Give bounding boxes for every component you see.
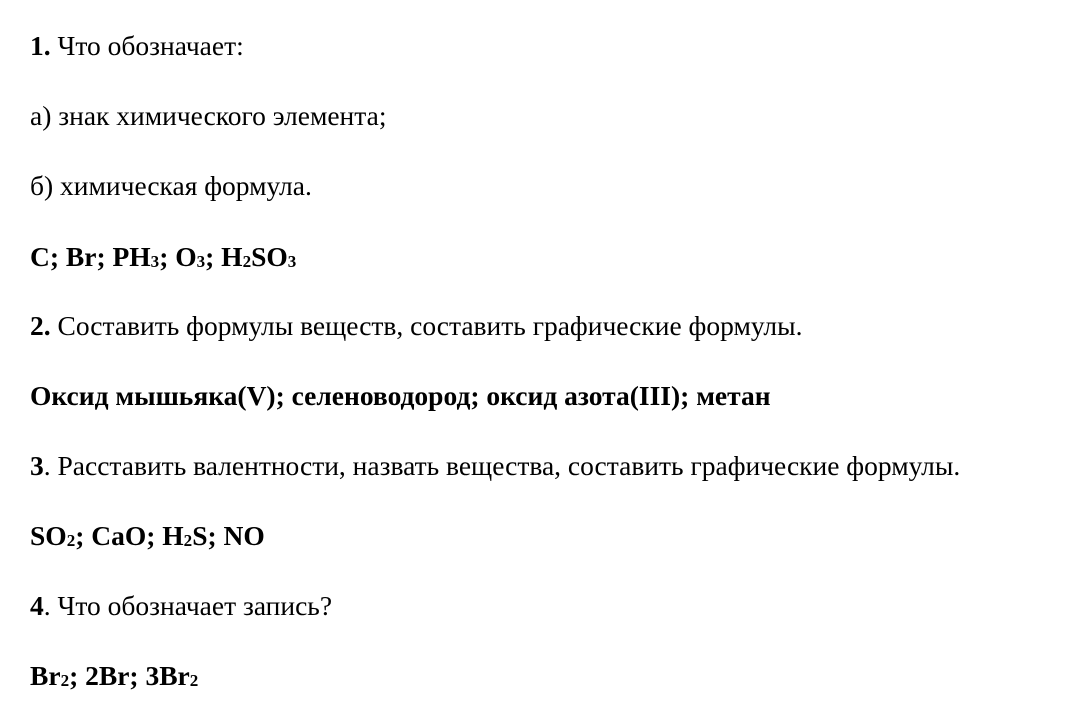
formula-subscript: 2 <box>60 671 70 691</box>
question-1-heading <box>30 30 244 62</box>
formula-text: Br <box>30 660 61 691</box>
question-1-option-b: б) химическая формула. <box>30 170 312 201</box>
question-1-text: Что обозначает: <box>50 30 244 61</box>
formula-subscript: 3 <box>196 252 206 272</box>
question-2-substances: Оксид мышьяка(V); селеноводород; оксид азота(III); метан <box>30 380 771 411</box>
formula-subscript: 2 <box>66 531 76 551</box>
formula-subscript: 2 <box>189 671 199 691</box>
formula-text: SO <box>251 241 288 272</box>
formula-text: S; NO <box>192 520 265 551</box>
formula-subscript: 2 <box>242 252 252 272</box>
question-4-formulas <box>30 660 198 692</box>
formula-text: C; Br; PH <box>30 241 151 272</box>
question-3-text: . Расставить валентности, назвать вещества, составить графические формулы. <box>43 450 961 481</box>
formula-subscript: 3 <box>150 252 160 272</box>
question-2-number: 2. <box>30 310 51 341</box>
formula-subscript: 3 <box>287 252 297 272</box>
question-3-heading <box>30 450 960 482</box>
question-4-text: . Что обозначает запись? <box>43 590 333 621</box>
question-4-heading <box>30 590 332 622</box>
question-3-formulas <box>30 520 265 552</box>
formula-text: SO <box>30 520 67 551</box>
formula-text: ; CaO; H <box>75 520 184 551</box>
question-1-option-a: а) знак химического элемента; <box>30 100 387 131</box>
question-3-number: 3 <box>30 450 44 481</box>
question-1-formulas <box>30 241 296 273</box>
question-2-heading <box>30 310 802 342</box>
question-4-number: 4 <box>30 590 44 621</box>
formula-text: ; O <box>159 241 197 272</box>
question-1-number: 1. <box>30 30 51 61</box>
question-2-text: Составить формулы веществ, составить графические формулы. <box>50 310 803 341</box>
formula-text: ; H <box>205 241 243 272</box>
formula-subscript: 2 <box>183 531 193 551</box>
formula-text: ; 2Br; 3Br <box>69 660 190 691</box>
